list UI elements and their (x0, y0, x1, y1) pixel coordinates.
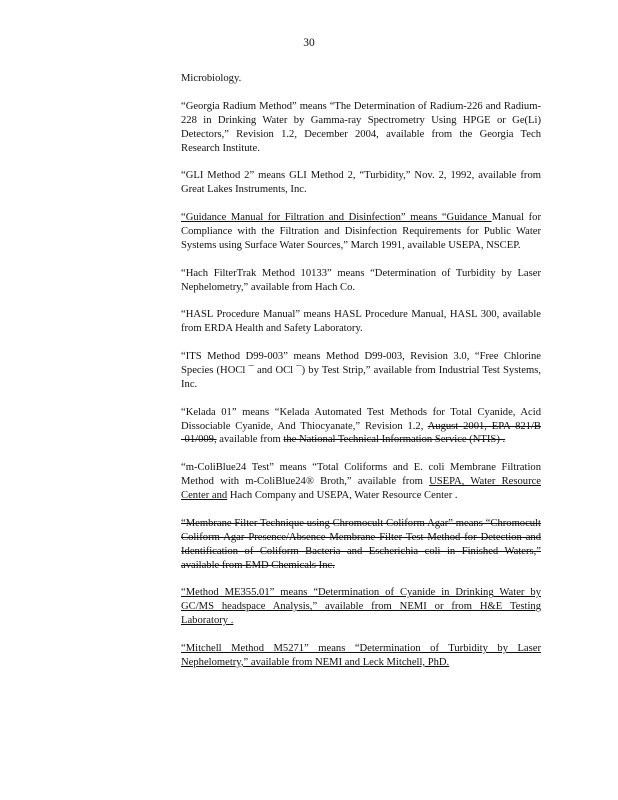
text-run: “Georgia Radium Method” means “The Determination of Radium-226 and Radium-228 in Drinking Water by Gamma-ray Spectrometry Using HPGE or Ge(Li) Detectors,” Revision 1.2, December 2004, available from the Georgia Tech Research Institute. (181, 100, 541, 154)
underlined-text: “Mitchell Method M5271” means “Determination of Turbidity by Laser Nephelometry,” available from NEMI and Leck Mitchell, PhD. (181, 642, 541, 668)
text-run: “m-ColiBlue24 Test” means “Total Coliforms and E. coli Membrane Filtration Method with m-ColiBlue24® Broth,” available from (181, 462, 541, 488)
text-run: Manual for Compliance with the Filtration and Disinfection Requirements for Public Water Systems using Surface Water Sources,” March 1991, available USEPA, NSCEP. (181, 212, 541, 251)
struck-text: “Membrane Filter Technique using Chromocult Coliform Agar” means “Chromocult Coliform Agar Presence/Absence Membrane Filter Test Method for Detection and Identification of Coliform Bacteria and Escherichia coli in Finished Waters,” available from EMD Chemicals Inc. (181, 517, 541, 571)
text-run: “Kelada 01” means “Kelada Automated Test Methods for Total Cyanide, Acid Dissociable Cyanide, And Thiocyanate,” Revision 1.2, (181, 406, 541, 432)
definition-georgia-radium-method (181, 100, 541, 156)
definition-guidance-manual (181, 211, 541, 253)
text-run: “GLI Method 2” means GLI Method 2, “Turbidity,” Nov. 2, 1992, available from Great Lakes Instruments, Inc. (181, 170, 541, 196)
text-run: Microbiology. (181, 73, 242, 84)
paragraph-microbiology (181, 72, 541, 86)
text-run: available from (216, 434, 284, 446)
text-run: “Hach FilterTrak Method 10133” means “Determination of Turbidity by Laser Nephelometry,” available from Hach Co. (181, 267, 541, 293)
definition-hach-filtertrak (181, 267, 541, 295)
definition-m-coliblue24 (181, 461, 541, 503)
document-body (181, 72, 541, 684)
underlined-text: “Guidance Manual for Filtration and Disinfection” means “Guidance (181, 212, 492, 224)
definition-kelada-01 (181, 406, 541, 448)
definition-hasl-procedure-manual (181, 308, 541, 336)
underlined-text: USEPA, Water Resource Center and (181, 476, 541, 502)
text-run: “ITS Method D99-003” means Method D99-003, Revision 3.0, “Free Chlorine Species (HOCl ¯ and OCl ¯) by Test Strip,” available from Industrial Test Systems, Inc. (181, 351, 541, 390)
definition-gli-method-2 (181, 169, 541, 197)
text-run: “HASL Procedure Manual” means HASL Procedure Manual, HASL 300, available from ERDA Health and Safety Laboratory. (181, 309, 541, 335)
definition-mitchell-method (181, 642, 541, 670)
text-run: Hach Company and USEPA, Water Resource Center . (227, 490, 458, 502)
definition-its-method (181, 350, 541, 392)
struck-text: August 2001, EPA 821/B -01/009, (181, 420, 541, 446)
definition-method-me355 (181, 586, 541, 628)
struck-text: the National Technical Information Service (NTIS) . (283, 434, 506, 446)
definition-chromocult-struck (181, 517, 541, 573)
page-number: 30 (303, 37, 315, 49)
underlined-text: “Method ME355.01” means “Determination of Cyanide in Drinking Water by GC/MS headspace Analysis,” available from NEMI or from H&E Testing Laboratory . (181, 587, 541, 627)
